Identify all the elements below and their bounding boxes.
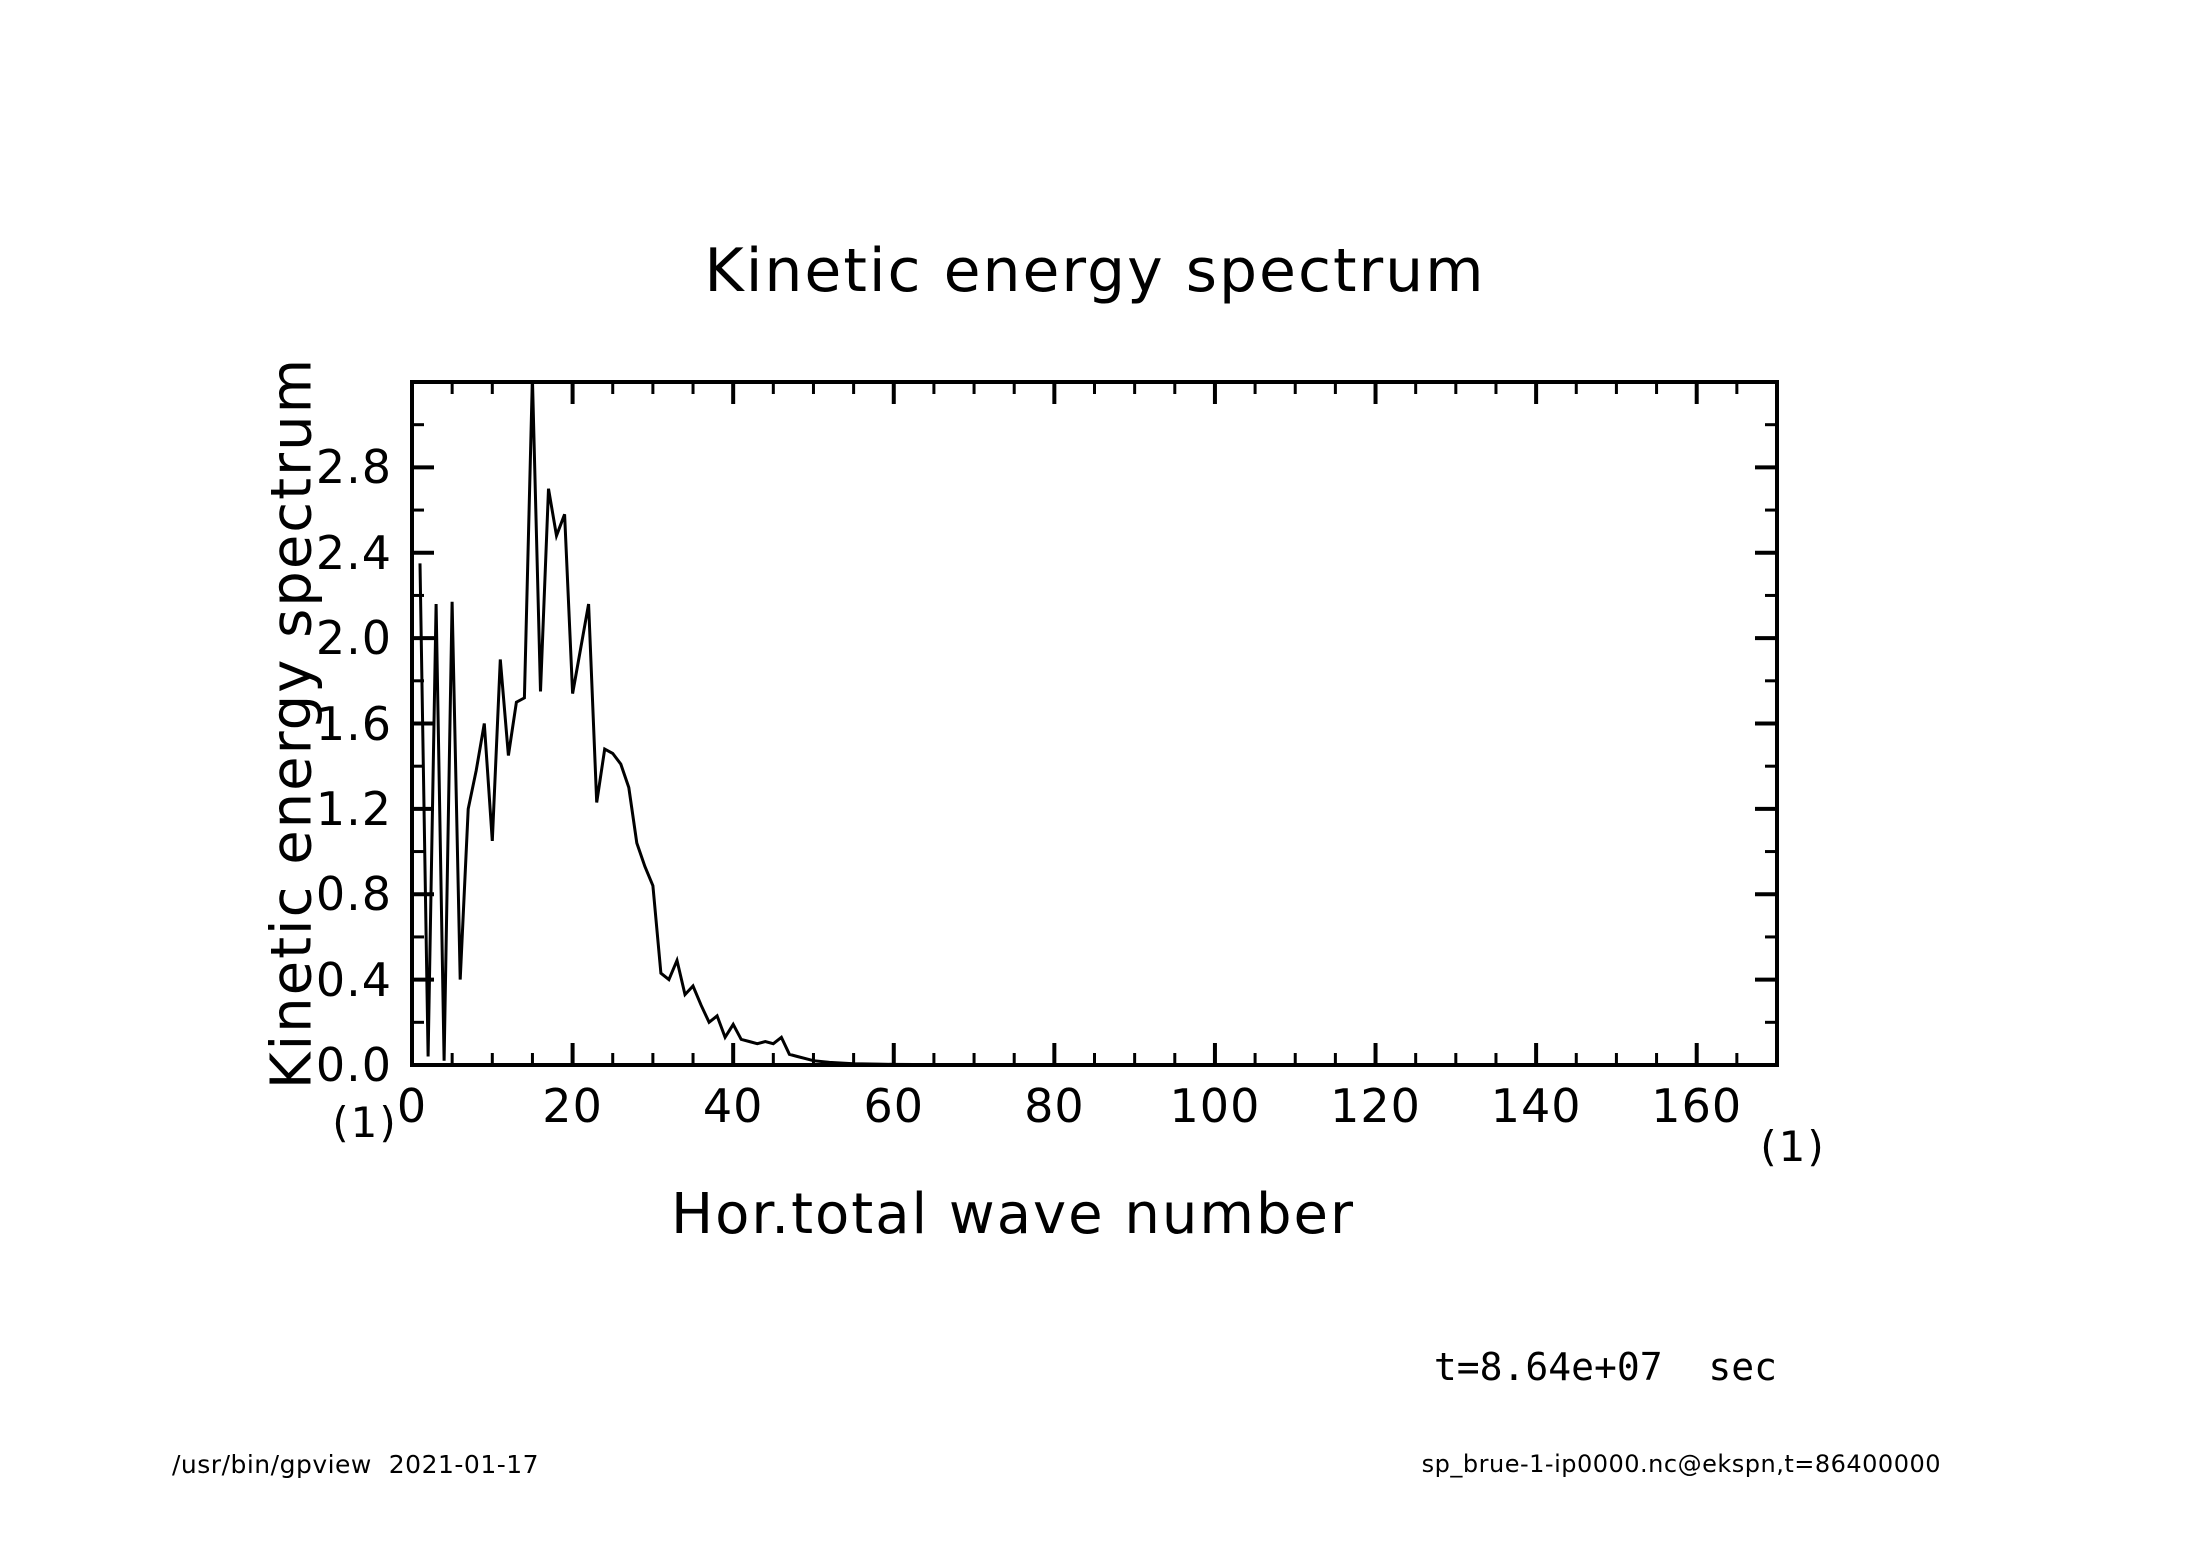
x-tick-label: 60 bbox=[863, 1079, 925, 1133]
x-axis-unit: (1) bbox=[1760, 1122, 1826, 1171]
x-tick-label: 140 bbox=[1490, 1079, 1582, 1133]
x-tick-label: 80 bbox=[1024, 1079, 1085, 1133]
y-tick-label: 2.0 bbox=[315, 611, 392, 666]
spectrum-line bbox=[420, 378, 1777, 1065]
time-annotation: t=8.64e+07 sec bbox=[1433, 1345, 1777, 1389]
x-tick-label: 40 bbox=[702, 1079, 764, 1133]
x-tick-label: 120 bbox=[1330, 1079, 1421, 1133]
footer-command-date: /usr/bin/gpview 2021-01-17 bbox=[172, 1450, 540, 1479]
y-tick-label: 2.4 bbox=[315, 525, 392, 580]
x-tick-label: 100 bbox=[1169, 1079, 1261, 1133]
y-tick-label: 0.4 bbox=[315, 952, 392, 1007]
x-axis-label: Hor.total wave number bbox=[671, 1182, 1355, 1247]
y-tick-label: 1.2 bbox=[315, 781, 392, 836]
x-tick-label: 0 bbox=[396, 1079, 428, 1133]
footer-datasource: sp_brue-1-ip0000.nc@ekspn,t=86400000 bbox=[1421, 1450, 1941, 1478]
y-tick-label: 1.6 bbox=[315, 696, 392, 751]
y-axis-label: Kinetic energy spectrum bbox=[259, 356, 325, 1090]
x-tick-label: 20 bbox=[542, 1079, 603, 1133]
y-tick-label: 2.8 bbox=[315, 440, 392, 495]
plot-frame bbox=[412, 382, 1777, 1065]
y-tick-label: 0.8 bbox=[315, 867, 392, 922]
y-axis-unit: (1) bbox=[332, 1098, 398, 1147]
y-tick-label: 0.0 bbox=[315, 1038, 392, 1092]
x-tick-label: 160 bbox=[1651, 1079, 1743, 1133]
page-title: Kinetic energy spectrum bbox=[704, 236, 1486, 306]
